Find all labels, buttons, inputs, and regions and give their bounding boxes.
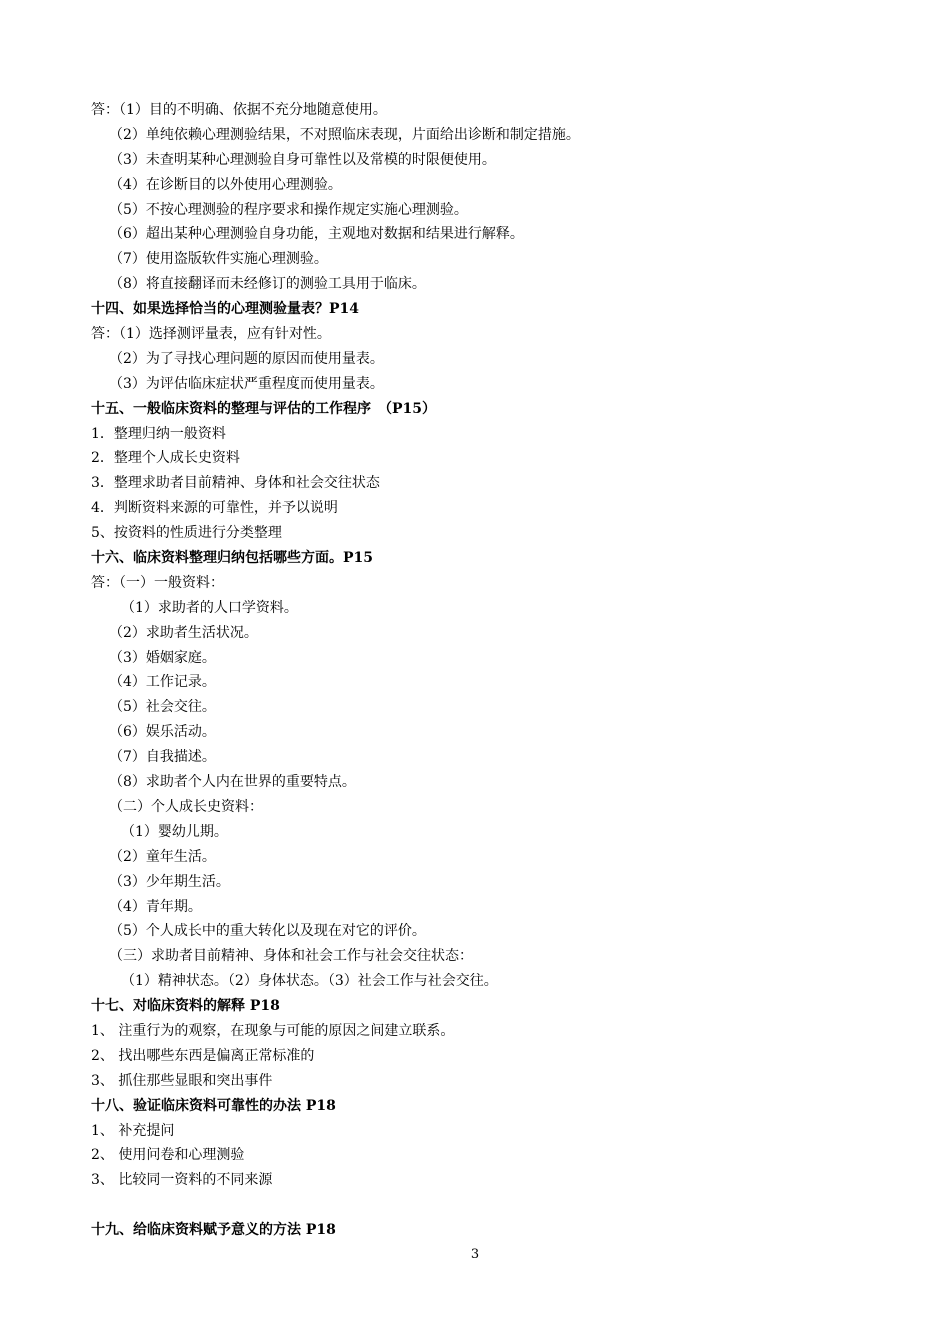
section-heading: 十五、一般临床资料的整理与评估的工作程序 （P15） — [91, 400, 437, 417]
text-line: 2、 使用问卷和心理测验 — [91, 1147, 245, 1164]
text-line: （2）求助者生活状况。 — [109, 624, 258, 641]
text-line: 答：（1）目的不明确、依据不充分地随意使用。 — [91, 102, 387, 118]
page-number: 3 — [470, 1247, 480, 1262]
section-heading: 十六、临床资料整理归纳包括哪些方面。P15 — [91, 550, 374, 567]
text-line: 2．整理个人成长史资料 — [91, 450, 240, 467]
text-line: 2、 找出哪些东西是偏离正常标准的 — [91, 1047, 315, 1064]
section-heading: 十八、验证临床资料可靠性的办法 P18 — [91, 1097, 336, 1114]
document-body — [91, 98, 871, 1243]
text-line: （7）使用盗版软件实施心理测验。 — [109, 251, 328, 268]
text-line: 1、 补充提问 — [91, 1122, 175, 1139]
text-line: （4）青年期。 — [109, 898, 202, 915]
text-line: （5）不按心理测验的程序要求和操作规定实施心理测验。 — [109, 201, 468, 218]
text-line: （2）单纯依赖心理测验结果，不对照临床表现，片面给出诊断和制定措施。 — [109, 126, 580, 143]
text-line: （2）为了寻找心理问题的原因而使用量表。 — [109, 350, 384, 367]
text-line: 5、按资料的性质进行分类整理 — [91, 525, 282, 542]
text-line: （1）求助者的人口学资料。 — [121, 599, 298, 616]
text-line: （7）自我描述。 — [109, 749, 216, 766]
text-line: （1）婴幼儿期。 — [121, 823, 228, 840]
text-line: （5）个人成长中的重大转化以及现在对它的评价。 — [109, 923, 426, 940]
text-line: 答：（一）一般资料： — [91, 574, 224, 591]
text-line: （3）未查明某种心理测验自身可靠性以及常模的时限便使用。 — [109, 151, 496, 168]
text-line: （3）婚姻家庭。 — [109, 649, 216, 666]
text-line: （二）个人成长史资料： — [109, 798, 263, 815]
text-line: （三）求助者目前精神、身体和社会工作与社会交往状态： — [109, 948, 473, 965]
section-heading: 十九、给临床资料赋予意义的方法 P18 — [91, 1222, 336, 1239]
text-line: 3、 比较同一资料的不同来源 — [91, 1172, 273, 1189]
text-line: （6）超出某种心理测验自身功能，主观地对数据和结果进行解释。 — [109, 226, 524, 243]
text-line: （5）社会交往。 — [109, 699, 216, 716]
text-line: （8）将直接翻译而未经修订的测验工具用于临床。 — [109, 276, 426, 293]
text-line: （4）工作记录。 — [109, 674, 216, 691]
text-line: 3．整理求助者目前精神、身体和社会交往状态 — [91, 475, 380, 492]
text-line: （4）在诊断目的以外使用心理测验。 — [109, 176, 342, 193]
text-line: （2）童年生活。 — [109, 848, 216, 865]
section-heading: 十四、如果选择恰当的心理测验量表？P14 — [91, 301, 360, 318]
text-line: 1．整理归纳一般资料 — [91, 425, 226, 442]
text-line: （8）求助者个人内在世界的重要特点。 — [109, 774, 356, 791]
text-line: （6）娱乐活动。 — [109, 724, 216, 741]
section-heading: 十七、对临床资料的解释 P18 — [91, 998, 280, 1015]
text-line — [91, 1193, 871, 1218]
text-line: 答：（1）选择测评量表，应有针对性。 — [91, 326, 331, 343]
text-line: 4．判断资料来源的可靠性，并予以说明 — [91, 500, 338, 517]
text-line: （3）少年期生活。 — [109, 873, 230, 890]
text-line: （1）精神状态。（2）身体状态。（3）社会工作与社会交往。 — [121, 973, 498, 990]
text-line: （3）为评估临床症状严重程度而使用量表。 — [109, 375, 384, 392]
text-line: 3、 抓住那些显眼和突出事件 — [91, 1072, 273, 1089]
text-line: 1、 注重行为的观察，在现象与可能的原因之间建立联系。 — [91, 1022, 455, 1039]
